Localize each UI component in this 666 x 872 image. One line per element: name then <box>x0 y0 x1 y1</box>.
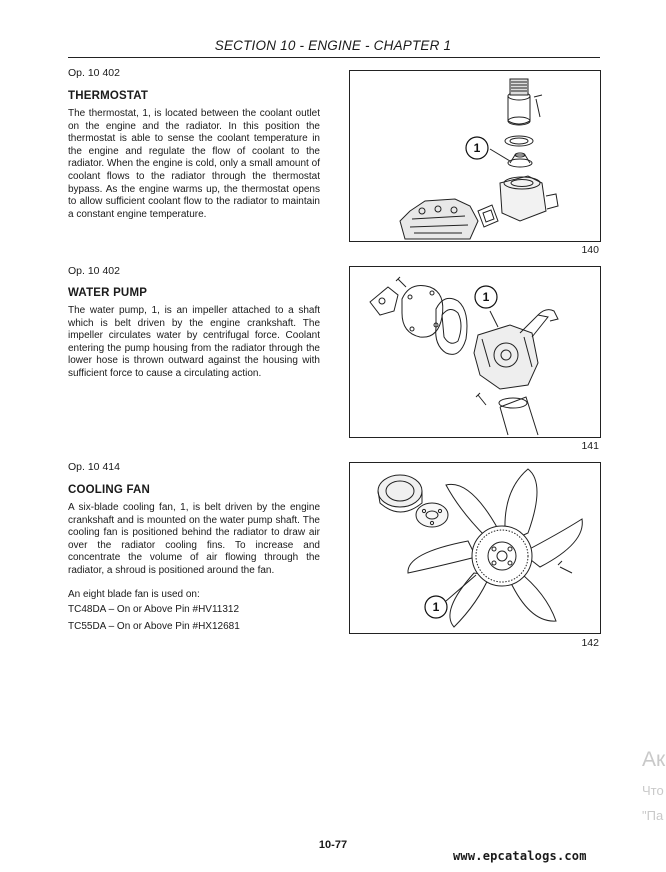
heading-thermostat: THERMOSTAT <box>68 90 149 102</box>
eight-blade-note: An eight blade fan is used on: <box>68 589 200 600</box>
figure-thermostat <box>349 70 601 242</box>
op-code-water-pump: Op. 10 402 <box>68 265 120 277</box>
figure-cooling-fan <box>349 462 601 634</box>
watermark-text: "Па <box>642 808 664 823</box>
heading-cooling-fan: COOLING FAN <box>68 484 151 496</box>
figure-callout: 1 <box>473 141 481 155</box>
watermark-text: Ак <box>642 748 666 771</box>
cooling-fan-illustration <box>350 463 600 633</box>
body-cooling-fan: A six-blade cooling fan, 1, is belt driven by the engine crankshaft and is mounted on the water pump shaft. The cooling fan is positioned behind the radiator to draw air over the radiator cooling fins. To increase and concentrate the volume of air flowing through the radiator, a shroud is positioned around the fan. <box>68 502 320 576</box>
body-thermostat: The thermostat, 1, is located between the coolant outlet on the engine and the radiator. In this position the thermostat is able to sense the coolant temperature in the engine and regulate the flow of coolant to the radiator. When the engine is cold, only a small amount of coolant flows to the radiator through the thermostat bypass. As the engine warms up, the thermostat opens to allow sufficient coolant flow to the radiator to maintain a constant engine temperature. <box>68 108 320 220</box>
model-line: TC55DA – On or Above Pin #HX12681 <box>68 621 240 632</box>
header-divider <box>68 57 600 58</box>
op-code-cooling-fan: Op. 10 414 <box>68 461 120 473</box>
figure-callout: 1 <box>482 290 490 304</box>
figure-number-141: 141 <box>581 440 599 452</box>
body-water-pump: The water pump, 1, is an impeller attached to a shaft which is belt driven by the engine crankshaft. The impeller circulates water by centrifugal force. Coolant entering the pump housing from the radiator through the lower hose is thrown outward against the housing with sufficient force to cause a circulating action. <box>68 305 320 379</box>
model-line: TC48DA – On or Above Pin #HV11312 <box>68 604 240 615</box>
page-number: 10-77 <box>318 839 348 851</box>
figure-callout: 1 <box>432 600 440 614</box>
section-header: SECTION 10 - ENGINE - CHAPTER 1 <box>214 38 452 53</box>
figure-water-pump <box>349 266 601 438</box>
heading-water-pump: WATER PUMP <box>68 287 148 299</box>
water-pump-illustration <box>350 267 600 437</box>
figure-number-142: 142 <box>581 637 599 649</box>
website-link[interactable]: www.epcatalogs.com <box>453 849 587 863</box>
op-code-thermostat: Op. 10 402 <box>68 67 120 79</box>
thermostat-illustration <box>350 71 600 241</box>
watermark-text: Что <box>642 783 664 798</box>
figure-number-140: 140 <box>581 244 599 256</box>
